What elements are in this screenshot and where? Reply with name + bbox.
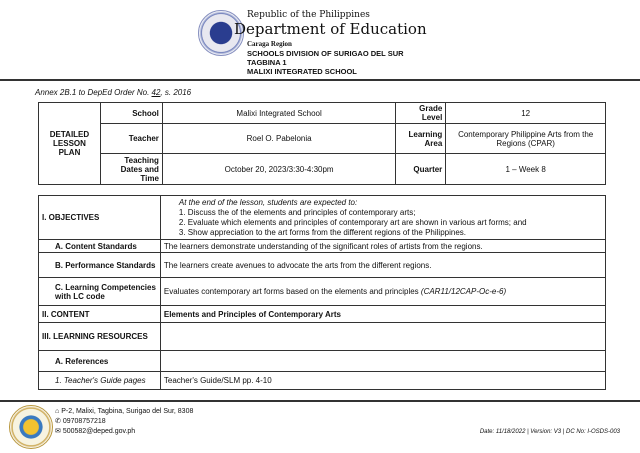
objective-item: 1. Discuss the of the elements and principles of contemporary arts; <box>178 207 416 217</box>
tg-value: Teacher's Guide/SLM pp. 4-10 <box>160 372 605 390</box>
content-value: Elements and Principles of Contemporary Arts <box>160 306 605 323</box>
quarter-label: Quarter <box>396 154 446 185</box>
school-value: Malixi Integrated School <box>162 103 395 124</box>
lc-code: (CAR11/12CAP-Oc-e-6) <box>420 287 507 296</box>
lc-value: Evaluates contemporary art forms based on the elements and principles <box>163 287 421 296</box>
district-text: TAGBINA 1 <box>247 58 287 67</box>
school-text: MALIXI INTEGRATED SCHOOL <box>247 67 357 76</box>
dates-value: October 20, 2023/3:30-4:30pm <box>162 154 395 185</box>
school-label: School <box>100 103 162 124</box>
header-divider <box>0 79 640 81</box>
location-icon: ⌂ <box>55 408 60 415</box>
objectives-label: I. OBJECTIVES <box>39 196 161 240</box>
lc-label: C. Learning Competencies with LC code <box>39 278 161 306</box>
content-label: II. CONTENT <box>39 306 161 323</box>
school-seal-logo <box>9 405 53 449</box>
annex-text <box>35 88 191 97</box>
teacher-value: Roel O. Pabelonia <box>162 124 395 154</box>
objective-item: 3. Show appreciation to the art forms from the different regions of the Philippines. <box>178 227 466 237</box>
division-text: SCHOOLS DIVISION OF SURIGAO DEL SUR <box>247 49 404 58</box>
footer-phone: 09708757218 <box>62 418 106 425</box>
tg-label: 1. Teacher's Guide pages <box>39 372 161 390</box>
objectives-intro: At the end of the lesson, students are expected to: <box>178 197 358 207</box>
references-value <box>160 351 605 372</box>
footer-email: 500582@deped.gov.ph <box>62 428 136 435</box>
content-std-label: A. Content Standards <box>39 240 161 253</box>
quarter-value: 1 – Week 8 <box>446 154 606 185</box>
grade-label: Grade Level <box>396 103 446 124</box>
annex-suffix: , s. 2016 <box>160 88 192 97</box>
area-value: Contemporary Philippine Arts from the Regions (CPAR) <box>446 124 606 154</box>
footer-doc-info: Date: 11/18/2022 | Version: V3 | DC No: I-OSDS-003 <box>479 429 620 435</box>
teacher-label: Teacher <box>100 124 162 154</box>
perf-std-label: B. Performance Standards <box>39 253 161 278</box>
dates-label: Teaching Dates and Time <box>100 154 162 185</box>
region-text: Caraga Region <box>247 40 292 48</box>
resources-value <box>160 323 605 351</box>
footer-divider <box>0 400 640 402</box>
email-icon: ✉ <box>55 428 61 435</box>
grade-value: 12 <box>446 103 606 124</box>
lesson-info-table <box>38 102 606 185</box>
references-label: A. References <box>39 351 161 372</box>
lc-cell <box>160 278 605 306</box>
dlp-label: DETAILED LESSON PLAN <box>39 103 101 185</box>
republic-text: Republic of the Philippines <box>247 10 370 20</box>
content-std-value: The learners demonstrate understanding of the significant roles of artists from the regions. <box>160 240 605 253</box>
area-label: Learning Area <box>396 124 446 154</box>
objective-item: 2. Evaluate which elements and principles of contemporary art are shown in various art forms; and <box>178 217 527 227</box>
resources-label: III. LEARNING RESOURCES <box>39 323 161 351</box>
department-title: Department of Education <box>234 20 427 38</box>
lesson-plan-table <box>38 195 606 390</box>
footer-address: P-2, Malixi, Tagbina, Surigao del Sur, 8308 <box>61 408 194 415</box>
footer-contact <box>55 407 193 437</box>
objectives-cell <box>160 196 605 240</box>
perf-std-value: The learners create avenues to advocate the arts from the different regions. <box>160 253 605 278</box>
phone-icon: ✆ <box>55 418 61 425</box>
annex-prefix: Annex 2B.1 to DepEd Order No. <box>35 88 152 97</box>
annex-number: 42 <box>151 88 161 97</box>
